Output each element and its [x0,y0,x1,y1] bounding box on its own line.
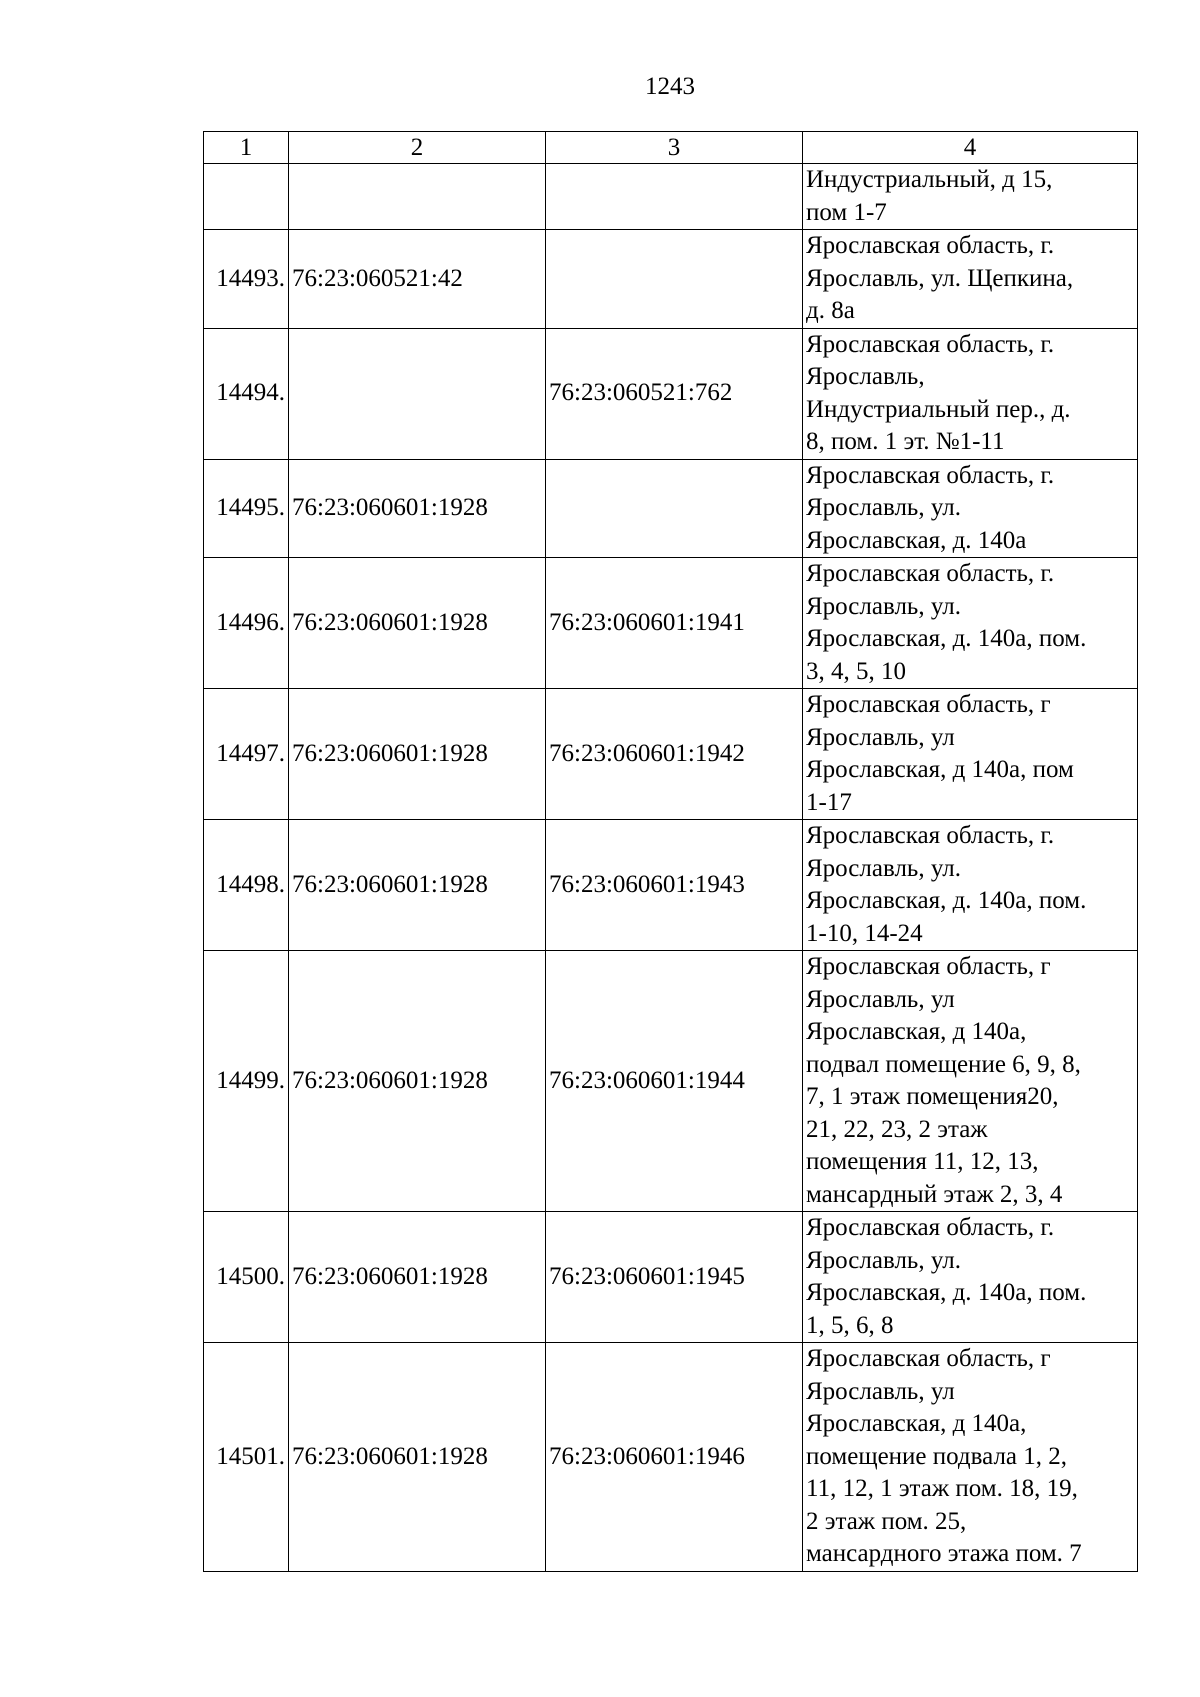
address-line: Ярославль, ул. [806,854,961,882]
registry-table [203,131,1138,1572]
row-number-cell: 14498. [204,820,289,951]
address-line: 1, 5, 6, 8 [806,1311,894,1339]
object-cadastral-number-cell: 76:23:060601:1945 [546,1212,803,1343]
cadastral-number-cell: 76:23:060601:1928 [289,1343,546,1572]
address-line: Ярославль, ул. [806,494,961,521]
address-line: Ярославская область, г. [806,1214,1055,1241]
address-line: мансардный этаж 2, 3, 4 [806,1180,1063,1208]
address-line: 3, 4, 5, 10 [806,657,906,685]
object-cadastral-number-cell: 76:23:060601:1946 [546,1343,803,1572]
object-cadastral-number-cell [546,164,803,230]
address-line: 11, 12, 1 этаж пом. 18, 19, [806,1475,1078,1502]
address-cell [803,459,1138,558]
address-line: Ярославская, д 140а, [806,1410,1027,1437]
cadastral-number-cell: 76:23:060601:1928 [289,689,546,820]
object-cadastral-number-cell: 76:23:060521:762 [546,328,803,459]
address-line: Ярославская, д. 140а [806,526,1027,554]
cadastral-number-cell [289,328,546,459]
address-cell [803,1343,1138,1572]
cadastral-number-cell: 76:23:060521:42 [289,230,546,329]
cadastral-number-cell: 76:23:060601:1928 [289,1212,546,1343]
address-cell [803,328,1138,459]
address-line: подвал помещение 6, 9, 8, [806,1050,1081,1078]
address-line: д. 8а [806,297,855,324]
address-line: Ярославская область, г. [806,822,1055,849]
address-line: Ярославская, д. 140а, пом. [806,625,1087,652]
table-row [204,459,1138,558]
table-row [204,820,1138,951]
row-number-cell: 14499. [204,951,289,1212]
address-line: 7, 1 этаж помещения20, [806,1083,1059,1110]
address-cell [803,230,1138,329]
object-cadastral-number-cell [546,230,803,329]
address-line: Ярославль, ул. [806,592,961,620]
address-line: Ярославль, ул [806,723,955,751]
address-line: Ярославская, д. 140а, пом. [806,887,1087,914]
address-line: Индустриальный, д 15, [806,166,1053,193]
table-row [204,558,1138,689]
cadastral-number-cell [289,164,546,230]
table-row [204,230,1138,329]
table-row [204,951,1138,1212]
table-header-row [204,132,1138,164]
address-line: мансардного этажа пом. 7 [806,1540,1082,1567]
address-line: Ярославская область, г. [806,330,1055,358]
table-row [204,328,1138,459]
address-line: Ярославская область, г. [806,461,1055,489]
address-line: 1-17 [806,788,852,816]
column-header: 3 [546,132,803,164]
address-line: Ярославль, [806,363,925,390]
address-line: Ярославская область, г. [806,232,1055,259]
row-number-cell: 14494. [204,328,289,459]
address-line: Ярославская область, г. [806,560,1055,587]
address-line: помещения 11, 12, 13, [806,1148,1039,1175]
cadastral-number-cell: 76:23:060601:1928 [289,820,546,951]
row-number-cell: 14500. [204,1212,289,1343]
cadastral-number-cell: 76:23:060601:1928 [289,951,546,1212]
row-number-cell [204,164,289,230]
address-line: 8, пом. 1 эт. №1-11 [806,428,1005,455]
table-row [204,164,1138,230]
address-line: 2 этаж пом. 25, [806,1507,967,1535]
address-cell [803,689,1138,820]
row-number-cell: 14501. [204,1343,289,1572]
table-row [204,1212,1138,1343]
address-cell [803,951,1138,1212]
cadastral-number-cell: 76:23:060601:1928 [289,558,546,689]
cadastral-number-cell: 76:23:060601:1928 [289,459,546,558]
address-cell [803,164,1138,230]
object-cadastral-number-cell: 76:23:060601:1942 [546,689,803,820]
address-cell [803,820,1138,951]
object-cadastral-number-cell: 76:23:060601:1941 [546,558,803,689]
page-number: 1243 [645,73,695,100]
address-line: Индустриальный пер., д. [806,395,1071,423]
table-row [204,1343,1138,1572]
address-line: Ярославская, д 140а, пом [806,756,1074,783]
column-header: 4 [803,132,1138,164]
address-line: Ярославль, ул [806,985,955,1013]
row-number-cell: 14497. [204,689,289,820]
column-header: 1 [204,132,289,164]
address-line: Ярославская область, г [806,1345,1051,1372]
address-line: Ярославская, д 140а, [806,1018,1027,1045]
table-row [204,689,1138,820]
address-line: Ярославская область, г [806,691,1051,718]
address-line: 21, 22, 23, 2 этаж [806,1115,988,1143]
row-number-cell: 14493. [204,230,289,329]
column-header: 2 [289,132,546,164]
address-line: Ярославская область, г [806,953,1051,980]
object-cadastral-number-cell [546,459,803,558]
address-line: 1-10, 14-24 [806,919,923,947]
address-line: Ярославль, ул [806,1377,955,1405]
address-line: Ярославская, д. 140а, пом. [806,1279,1087,1306]
address-line: помещение подвала 1, 2, [806,1442,1068,1470]
object-cadastral-number-cell: 76:23:060601:1944 [546,951,803,1212]
row-number-cell: 14495. [204,459,289,558]
address-cell [803,558,1138,689]
address-line: пом 1-7 [806,198,887,226]
address-line: Ярославль, ул. [806,1246,961,1274]
row-number-cell: 14496. [204,558,289,689]
address-cell [803,1212,1138,1343]
object-cadastral-number-cell: 76:23:060601:1943 [546,820,803,951]
address-line: Ярославль, ул. Щепкина, [806,264,1074,292]
